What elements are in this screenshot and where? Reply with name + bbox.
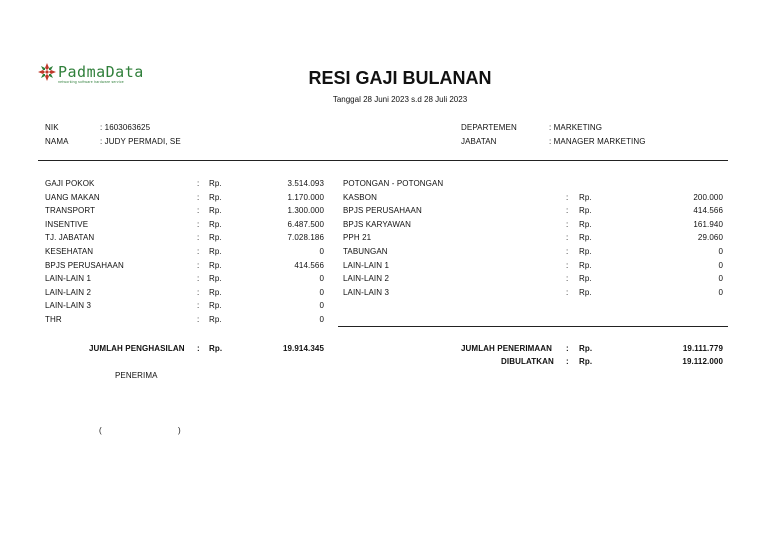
income-currency: Rp. [209,260,222,270]
income-colon: : [197,315,200,324]
income-colon: : [197,247,200,256]
income-colon: : [197,179,200,188]
deduction-value: 0 [718,247,723,256]
deduction-label: KASBON [343,192,377,202]
deduction-currency: Rp. [579,274,592,284]
income-value: 0 [319,287,324,297]
income-currency: Rp. [209,219,222,229]
income-colon: : [197,301,200,311]
deductions-header: POTONGAN - POTONGAN [343,179,444,188]
income-colon: : [197,233,200,243]
income-currency: Rp. [209,287,222,297]
deduction-value: 0 [718,260,723,270]
jabatan-value: : MANAGER MARKETING [549,137,646,146]
total-received-currency: Rp. [579,344,593,353]
rounded-value: 19.112.000 [682,357,723,366]
deduction-label: BPJS PERUSAHAAN [343,206,422,216]
deduction-label: LAIN-LAIN 2 [343,274,390,284]
deduction-value: 0 [718,274,723,284]
jabatan-label: JABATAN [461,137,497,146]
deduction-colon: : [566,192,569,202]
income-currency: Rp. [209,301,222,311]
income-value: 7.028.186 [287,233,324,243]
income-currency: Rp. [209,274,222,284]
period-subtitle: Tanggal 28 Juni 2023 s.d 28 Juli 2023 [332,95,468,104]
income-label: LAIN-LAIN 3 [45,301,92,311]
income-label: BPJS PERUSAHAAN [45,260,124,270]
income-colon: : [197,260,200,270]
income-label: INSENTIVE [45,219,89,229]
deduction-colon: : [566,233,569,243]
income-currency: Rp. [209,233,222,243]
income-label: UANG MAKAN [45,192,100,202]
total-received-colon: : [566,344,569,353]
deduction-currency: Rp. [579,247,592,256]
income-currency: Rp. [209,206,222,216]
rounded-currency: Rp. [579,357,593,366]
income-value: 0 [319,315,324,324]
nama-value: : JUDY PERMADI, SE [100,137,181,146]
deduction-colon: : [566,206,569,216]
deduction-value: 414.566 [693,206,723,216]
income-currency: Rp. [209,192,222,202]
income-currency: Rp. [209,179,222,188]
nik-value: : 1603063625 [100,123,151,132]
deduction-colon: : [566,287,569,297]
total-received-value: 19.111.779 [682,344,723,353]
deduction-colon: : [566,274,569,284]
income-value: 414.566 [294,260,324,270]
flower-logo-icon [38,62,56,82]
deduction-label: LAIN-LAIN 3 [343,287,390,297]
income-value: 0 [319,301,324,311]
income-label: TJ. JABATAN [45,233,95,243]
deduction-currency: Rp. [579,206,592,216]
nama-label: NAMA [45,137,69,146]
signature-open-paren: ( [99,426,102,435]
deduction-value: 161.940 [693,219,723,229]
deduction-currency: Rp. [579,260,592,270]
rounded-label: DIBULATKAN [501,357,554,366]
recipient-label: PENERIMA [115,371,158,380]
deduction-colon: : [566,247,569,256]
income-colon: : [197,219,200,229]
total-income-currency: Rp. [209,344,223,353]
dept-label: DEPARTEMEN [461,123,517,132]
deduction-colon: : [566,260,569,270]
deduction-label: PPH 21 [343,233,372,243]
income-currency: Rp. [209,315,222,324]
logo-tagline: networking software hardware service [58,80,124,84]
deduction-currency: Rp. [579,219,592,229]
income-value: 6.487.500 [287,219,324,229]
income-label: LAIN-LAIN 1 [45,274,92,284]
logo-name: PadmaData [58,63,144,81]
income-currency: Rp. [209,247,222,256]
income-label: LAIN-LAIN 2 [45,287,92,297]
total-income-value: 19.914.345 [282,344,324,353]
deduction-value: 0 [718,287,723,297]
header-divider [38,160,728,161]
income-colon: : [197,274,200,284]
income-colon: : [197,192,200,202]
deduction-value: 200.000 [693,192,723,202]
deduction-value: 29.060 [697,233,723,243]
deduction-colon: : [566,219,569,229]
income-value: 1.300.000 [287,206,324,216]
total-received-label: JUMLAH PENERIMAAN [461,344,553,353]
deduction-label: BPJS KARYAWAN [343,219,411,229]
deduction-currency: Rp. [579,287,592,297]
company-logo [38,60,168,90]
income-label: GAJI POKOK [45,179,95,188]
income-colon: : [197,287,200,297]
rounded-colon: : [566,357,569,366]
income-value: 0 [319,274,324,284]
deduction-label: LAIN-LAIN 1 [343,260,390,270]
deduction-currency: Rp. [579,233,592,243]
income-label: THR [45,315,62,324]
income-label: KESEHATAN [45,247,94,256]
page-title: RESI GAJI BULANAN [308,68,492,88]
deductions-divider [338,326,728,327]
income-colon: : [197,206,200,216]
deduction-currency: Rp. [579,192,592,202]
total-income-colon: : [197,344,200,353]
signature-close-paren: ) [178,426,181,435]
nik-label: NIK [45,123,59,132]
income-value: 3.514.093 [287,179,324,188]
deduction-label: TABUNGAN [343,247,388,256]
income-value: 1.170.000 [287,192,324,202]
income-value: 0 [319,247,324,256]
income-label: TRANSPORT [45,206,96,216]
total-income-label: JUMLAH PENGHASILAN [89,344,185,353]
dept-value: : MARKETING [549,123,603,132]
